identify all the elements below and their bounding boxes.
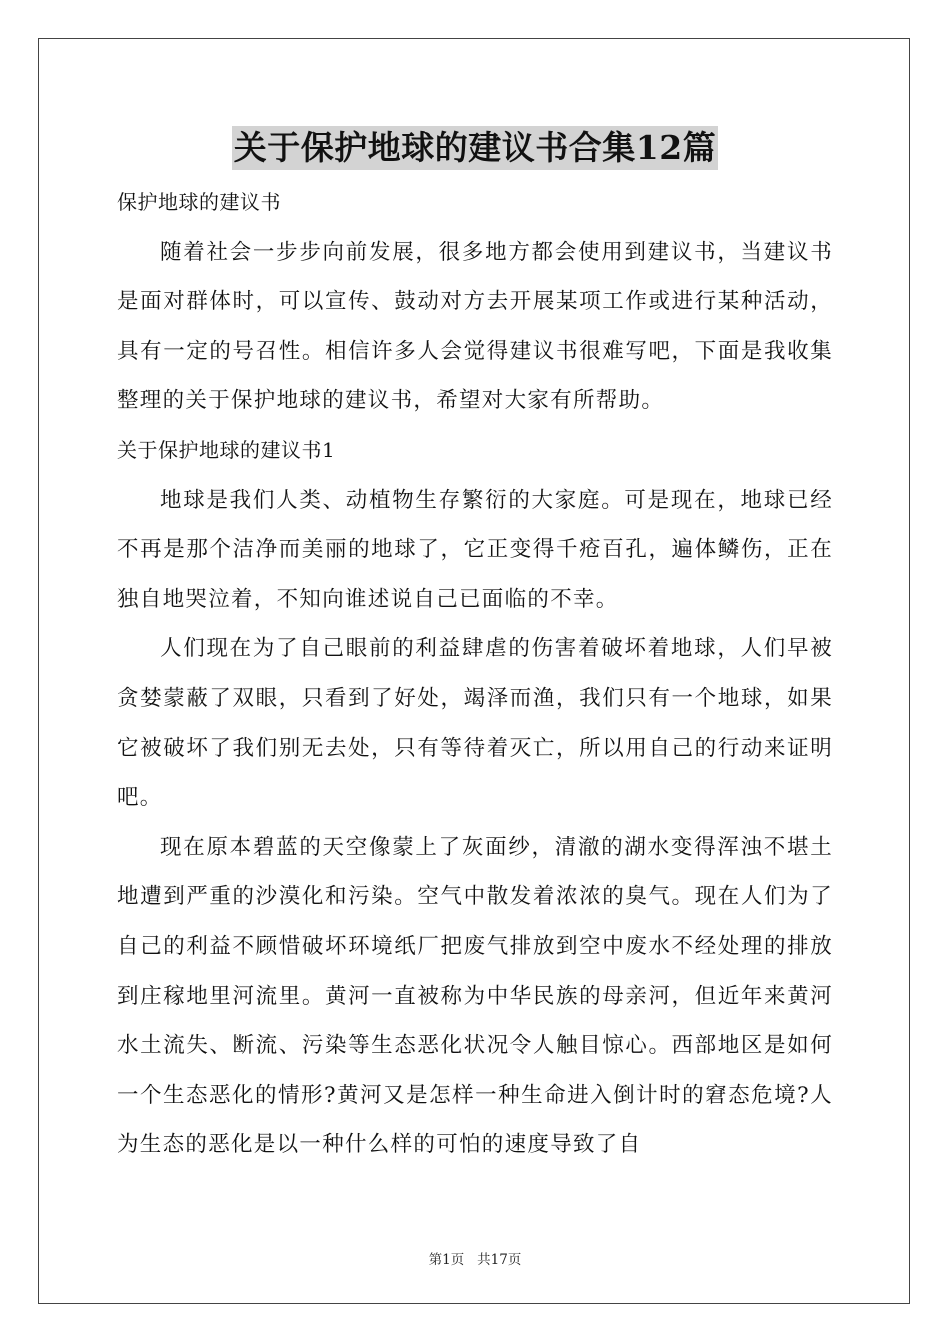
section-heading: 关于保护地球的建议书1 xyxy=(117,437,336,462)
page-total: 共17页 xyxy=(477,1252,522,1268)
subtitle-line: 保护地球的建议书 xyxy=(117,190,281,214)
body-paragraph: 现在原本碧蓝的天空像蒙上了灰面纱，清澈的湖水变得浑浊不堪土地遭到严重的沙漠化和污染。空气中散发着浓浓的臭气。现在人们为了自己的利益不顾惜破坏环境纸厂把废气排放到空中废水不经处理的排放到庄稼地里河流里。黄河一直被称为中华民族的母亲河，但近年来黄河水土流失、断流、污染等生态恶化状况令人触目惊心。西部地区是如何一个生态恶化的情形?黄河又是怎样一种生命进入倒计时的窘态危境?人为生态的恶化是以一种什么样的可怕的速度导致了自 xyxy=(117,834,833,1158)
page-number: 第1页 xyxy=(428,1252,465,1268)
document-title: 关于保护地球的建议书合集12篇 xyxy=(232,126,718,170)
title-container xyxy=(0,126,950,170)
page-footer xyxy=(0,1248,950,1268)
intro-paragraph: 随着社会一步步向前发展，很多地方都会使用到建议书，当建议书是面对群体时，可以宣传、鼓动对方去开展某项工作或进行某种活动，具有一定的号召性。相信许多人会觉得建议书很难写吧，下面是我收集整理的关于保护地球的建议书，希望对大家有所帮助。 xyxy=(117,239,833,414)
body-paragraph: 人们现在为了自己眼前的利益肆虐的伤害着破坏着地球，人们早被贪婪蒙蔽了双眼，只看到了好处，竭泽而渔，我们只有一个地球，如果它被破坏了我们别无去处，只有等待着灭亡，所以用自己的行动来证明吧。 xyxy=(117,636,833,811)
document-body xyxy=(117,178,833,1170)
body-paragraph: 地球是我们人类、动植物生存繁衍的大家庭。可是现在，地球已经不再是那个洁净而美丽的地球了，它正变得千疮百孔，遍体鳞伤，正在独自地哭泣着，不知向谁述说自己已面临的不幸。 xyxy=(117,487,833,612)
